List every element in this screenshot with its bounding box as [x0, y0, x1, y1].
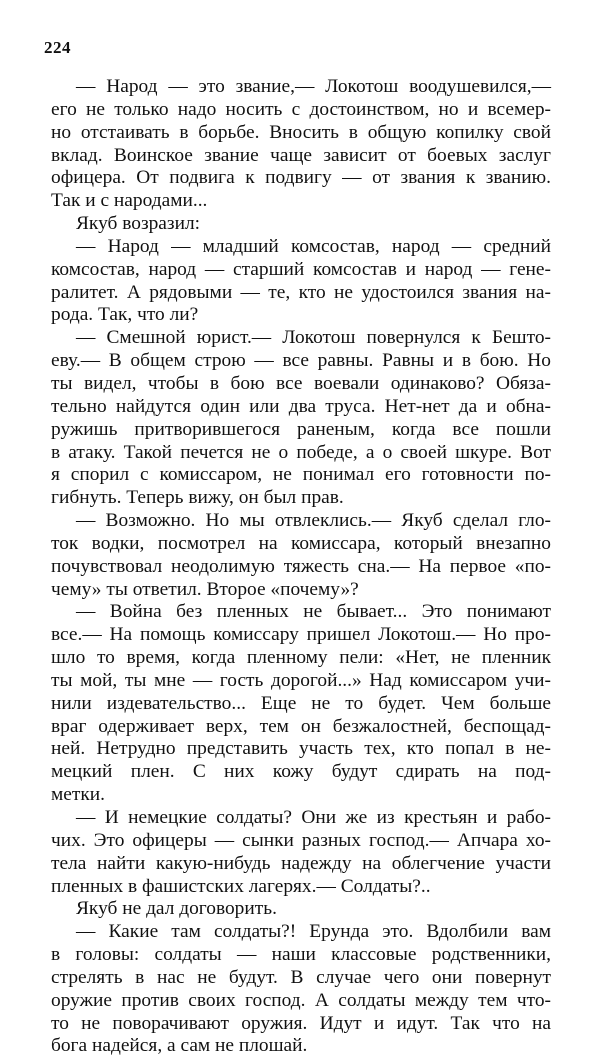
text-line: — Народ — младший комсостав, народ — средний: [76, 235, 551, 257]
text-line: ружишь притворившегося раненым, когда все пошли: [51, 418, 551, 440]
text-line: комсостав, народ — старший комсостав и народ — гене-: [51, 258, 551, 280]
text-line: стрелять в нас не будут. В случае чего они повернут: [51, 966, 551, 988]
text-line: ралитет. А рядовыми — те, кто не удостоился звания на-: [51, 281, 551, 303]
text-line: еву.— В общем строю — все равны. Равны и в бою. Но: [51, 350, 551, 372]
text-line: в атаку. Такой печется не о победе, а о своей шкуре. Вот: [51, 441, 551, 463]
text-line: — И немецкие солдаты? Они же из крестьян и рабо-: [76, 807, 551, 828]
text-line: шло то время, когда пленному пели: «Нет, не пленник: [51, 647, 551, 669]
text-line: вклад. Воинское звание чаще зависит от боевых заслуг: [51, 144, 551, 166]
text-line: бога надейся, а сам не плошай.: [51, 1035, 308, 1057]
text-line: все.— На помощь комиссару пришел Локотош.— Но про-: [51, 624, 551, 646]
text-line: Так и с народами...: [51, 190, 208, 212]
text-line: пленных в фашистских лагерях.— Солдаты?..: [51, 875, 431, 897]
text-line: гибнуть. Теперь вижу, он был прав.: [51, 487, 344, 509]
page-number: 224: [44, 38, 71, 57]
text-line: я спорил с комиссаром, не понимал его готовности по-: [51, 464, 551, 486]
text-line: — Возможно. Но мы отвлеклись.— Якуб сделал гло-: [76, 510, 551, 532]
text-line: нили издевательство... Еще не то будет. Чем больше: [51, 692, 551, 714]
page-body-text: [51, 76, 551, 1058]
text-line: в головы: солдаты — наши классовые родственники,: [51, 944, 551, 966]
text-line: тела найти какую-нибудь надежду на облегчение участи: [51, 852, 551, 874]
text-line: метки.: [51, 784, 105, 806]
text-line: чему» ты ответил. Второе «почему»?: [51, 578, 359, 600]
text-line: чих. Это офицеры — сынки разных господ.— Апчара хо-: [51, 829, 551, 851]
text-line: — Народ — это звание,— Локотош воодушевился,—: [76, 76, 551, 97]
text-line: то не поворачивают оружия. Идут и идут. Так что на: [51, 1012, 551, 1034]
text-line: офицера. От подвига к подвигу — от звания к званию.: [51, 167, 551, 189]
text-line: но отстаивать в борьбе. Вносить в общую копилку свой: [51, 121, 551, 143]
text-line: ней. Нетрудно представить участь тех, кто попал в не-: [51, 738, 551, 760]
text-line: тельно найдутся один или два труса. Нет-нет да и обна-: [51, 395, 551, 417]
text-line: оружие против своих господ. А солдаты между тем что-: [51, 989, 551, 1011]
text-line: Якуб возразил:: [76, 213, 201, 235]
text-line: — Смешной юрист.— Локотош повернулся к Бешто-: [76, 327, 551, 349]
text-line: ток водки, посмотрел на комиссара, который внезапно: [51, 532, 551, 554]
text-line: рода. Так, что ли?: [51, 304, 199, 326]
text-line: мецкий плен. С них кожу будут сдирать на под-: [51, 761, 551, 783]
text-line: ты видел, чтобы в бою все воевали одинаково? Обяза-: [51, 372, 551, 394]
text-line: — Какие там солдаты?! Ерунда это. Вдолбили вам: [76, 921, 551, 943]
text-line: Якуб не дал договорить.: [76, 898, 277, 920]
text-line: ты мой, ты мне — гость дорогой...» Над комиссаром учи-: [51, 669, 551, 691]
text-line: враг одерживает верх, тем он безжалостней, беспощад-: [51, 715, 551, 737]
text-line: — Война без пленных не бывает... Это понимают: [76, 601, 551, 623]
text-line: его не только надо носить с достоинством, но и всемер-: [51, 98, 551, 120]
text-line: почувствовал неодолимую тяжесть сна.— На первое «по-: [51, 555, 551, 577]
